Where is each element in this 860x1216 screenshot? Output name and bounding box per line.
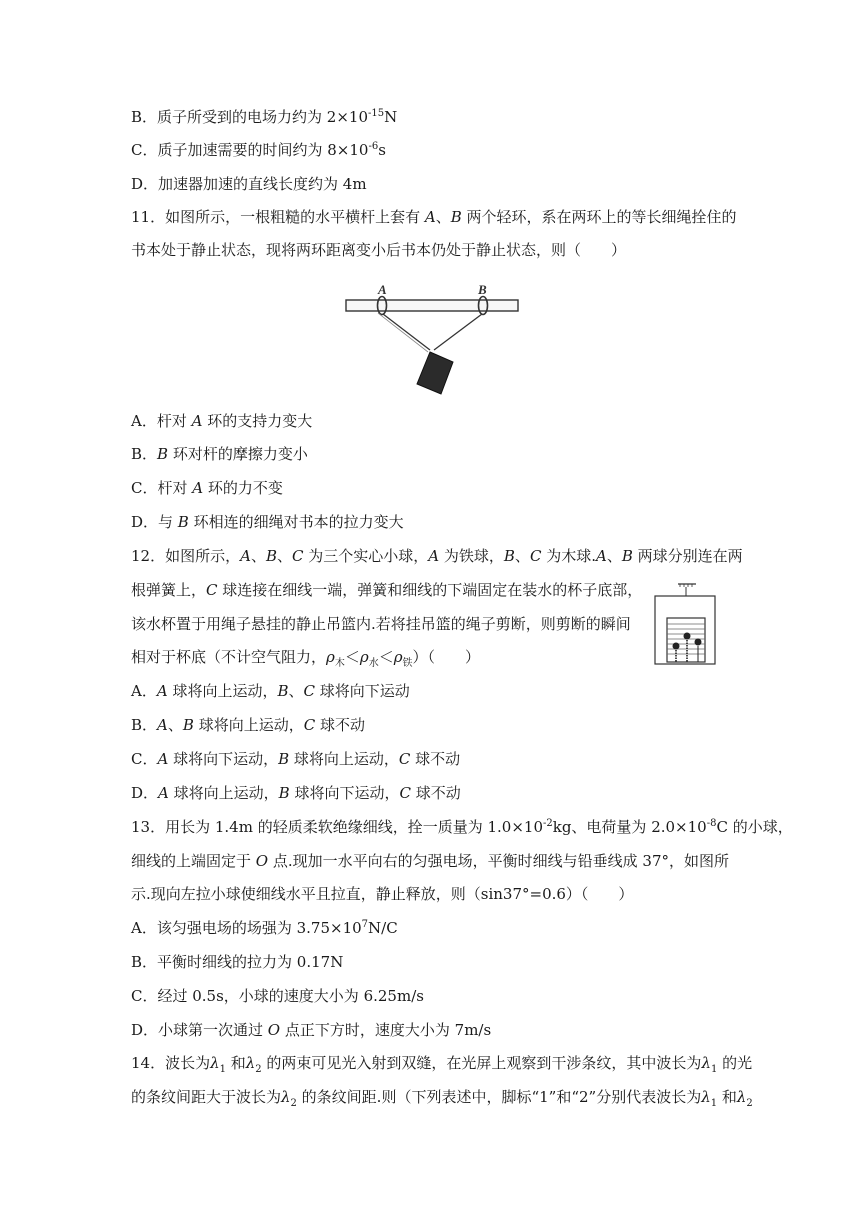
text-run: ＜ [378, 648, 394, 666]
book [417, 352, 453, 394]
subscript: 1 [219, 1064, 226, 1075]
italic-symbol: λ [701, 1054, 711, 1072]
text-line [131, 918, 734, 938]
italic-symbol: A [191, 412, 203, 430]
text-run: 该水杯置于用绳子悬挂的静止吊篮内.若将挂吊篮的绳子剪断，则剪断的瞬间 [131, 615, 631, 633]
text-run: C 的小球， [716, 818, 793, 836]
text-run: 球不动 [410, 784, 461, 802]
text-run: C．经过 0.5s，小球的速度大小为 6.25m/s [131, 987, 424, 1005]
italic-symbol: A [158, 784, 169, 802]
text-line [131, 614, 734, 634]
italic-symbol: A [240, 547, 251, 565]
italic-symbol: ρ [359, 648, 369, 666]
text-line [131, 411, 734, 431]
superscript: -15 [368, 108, 385, 119]
text-run: 球不动 [315, 716, 365, 734]
text-run: 点正下方时，速度大小为 7m/s [280, 1021, 492, 1039]
text-run: 和 [717, 1088, 737, 1106]
italic-symbol: λ [210, 1054, 220, 1072]
superscript: 7 [361, 919, 369, 930]
text-line [131, 749, 734, 769]
text-run: 点.现加一水平向右的匀强电场，平衡时细线与铅垂线成 37°，如图所 [268, 852, 729, 870]
subscript: 水 [368, 658, 379, 669]
text-run: 书本处于静止状态，现将两环距离变小后书本仍处于静止状态，则（ ） [131, 241, 627, 259]
italic-symbol: λ [281, 1088, 291, 1106]
string-b [434, 314, 482, 350]
text-run: 环的力不变 [203, 479, 283, 497]
italic-symbol: C [292, 547, 304, 565]
ball-b [684, 633, 691, 640]
text-run: 球将向上运动， [168, 784, 279, 802]
italic-symbol: A [157, 750, 169, 768]
text-run: 球不动 [410, 750, 461, 768]
text-run: C．杆对 [131, 479, 193, 497]
subscript: 2 [746, 1098, 753, 1109]
text-run: ＜ [344, 648, 360, 666]
text-run: 示.现向左拉小球使细线水平且拉直，静止释放，则（sin37°=0.6）（ ） [131, 885, 634, 903]
text-run: 的条纹间距.则（下列表述中，脚标“1”和“2”分别代表波长为 [296, 1088, 702, 1106]
superscript: -6 [368, 141, 379, 152]
text-run: 两球分别连在两 [632, 547, 743, 565]
text-run: 11．如图所示，一根粗糙的水平横杆上套有 [131, 208, 425, 226]
text-run: 球将向下运动 [315, 682, 410, 700]
italic-symbol: B [265, 547, 277, 565]
text-line [131, 783, 734, 803]
string-a [383, 314, 430, 350]
subscript: 铁 [402, 658, 413, 669]
italic-symbol: A [595, 547, 607, 565]
text-run: B． [131, 716, 158, 734]
italic-symbol: C [206, 581, 218, 599]
text-run: 的条纹间距大于波长为 [131, 1088, 282, 1106]
ring-a-label: A [378, 282, 387, 297]
text-run: A．杆对 [131, 412, 192, 430]
italic-symbol: A [424, 208, 436, 226]
text-run: 为铁球， [439, 547, 504, 565]
text-run: C． [131, 750, 158, 768]
italic-symbol: C [529, 547, 542, 565]
text-run: 的光 [717, 1054, 753, 1072]
text-run: B．平衡时细线的拉力为 0.17N [131, 953, 344, 971]
q12-figure [652, 582, 718, 666]
text-line [131, 986, 734, 1006]
text-line [131, 884, 734, 904]
italic-symbol: ρ [393, 648, 403, 666]
text-run: B． [131, 445, 158, 463]
text-run: D．与 [131, 513, 178, 531]
subscript: 1 [710, 1098, 718, 1109]
text-line [131, 817, 793, 837]
italic-symbol: C [303, 682, 315, 700]
text-run: 13．用长为 1.4m 的轻质柔软绝缘细线，拴一质量为 1.0×10 [131, 818, 543, 836]
text-run: 两个轻环，系在两环上的等长细绳拴住的 [461, 208, 737, 226]
text-run: 球将向上运动， [193, 716, 304, 734]
italic-symbol: B [450, 208, 462, 226]
text-run: kg、电荷量为 2.0×10 [552, 818, 707, 836]
italic-symbol: λ [701, 1088, 711, 1106]
text-line [131, 444, 734, 464]
italic-symbol: B [177, 513, 189, 531]
text-line [131, 851, 734, 871]
text-run: 、 [288, 682, 304, 700]
text-run: A． [131, 682, 157, 700]
text-line [131, 512, 734, 532]
text-line [131, 647, 734, 667]
text-run: 球将向上运动， [289, 750, 399, 768]
ball-c [695, 639, 702, 646]
italic-symbol: B [278, 784, 290, 802]
text-line [131, 207, 737, 227]
text-run: 的两束可见光入射到双缝，在光屏上观察到干涉条纹，其中波长为 [261, 1054, 702, 1072]
text-line [131, 1053, 753, 1075]
italic-symbol: A [156, 682, 168, 700]
text-run: 、 [250, 547, 266, 565]
italic-symbol: B [182, 716, 194, 734]
subscript: 木 [334, 658, 345, 669]
italic-symbol: λ [736, 1088, 747, 1106]
italic-symbol: A [192, 479, 204, 497]
italic-symbol: A [157, 716, 168, 734]
text-run: 根弹簧上， [131, 581, 207, 599]
superscript: -2 [542, 818, 553, 829]
text-line [131, 240, 734, 260]
string-a-shadow [378, 313, 428, 352]
text-line [131, 174, 734, 194]
italic-symbol: C [399, 784, 411, 802]
text-line [131, 952, 734, 972]
text-line [131, 681, 734, 701]
text-run: N/C [368, 919, 398, 937]
q11-figure [344, 282, 522, 398]
text-run: ）（ ） [412, 648, 481, 666]
text-line [131, 107, 734, 127]
text-run: 球将向下运动， [168, 750, 279, 768]
text-line [131, 1020, 734, 1040]
italic-symbol: λ [245, 1054, 256, 1072]
text-run: 、 [276, 547, 292, 565]
text-run: s [378, 141, 386, 159]
italic-symbol: A [428, 547, 440, 565]
text-run: 球将向上运动， [167, 682, 278, 700]
text-run: 为三个实心小球， [303, 547, 429, 565]
italic-symbol: O [255, 852, 269, 870]
text-run: A．该匀强电场的场强为 3.75×10 [131, 919, 362, 937]
text-run: D．加速器加速的直线长度约为 4m [131, 175, 367, 193]
text-run: 14．波长为 [131, 1054, 211, 1072]
text-run: 、 [606, 547, 622, 565]
superscript: -8 [706, 818, 717, 829]
text-run: 环相连的细绳对书本的拉力变大 [188, 513, 404, 531]
text-run: 环的支持力变大 [202, 412, 313, 430]
text-line [131, 140, 734, 160]
ring-b-label: B [478, 282, 487, 297]
text-run: 12．如图所示， [131, 547, 241, 565]
text-run: B．质子所受到的电场力约为 2×10 [131, 108, 368, 126]
text-run: 球连接在细线一端，弹簧和细线的下端固定在装水的杯子底部， [217, 581, 643, 599]
subscript: 1 [710, 1064, 718, 1075]
italic-symbol: B [278, 750, 290, 768]
italic-symbol: B [503, 547, 515, 565]
text-run: 相对于杯底（不计空气阻力， [131, 648, 327, 666]
text-run: 、 [167, 716, 183, 734]
ball-a [673, 643, 680, 650]
italic-symbol: ρ [326, 648, 335, 666]
text-line [131, 1087, 753, 1109]
text-run: N [384, 108, 398, 126]
subscript: 2 [255, 1064, 262, 1075]
text-run: 为木球. [541, 547, 596, 565]
italic-symbol: C [303, 716, 316, 734]
italic-symbol: O [267, 1021, 281, 1039]
text-run: 细线的上端固定于 [131, 852, 256, 870]
text-line [131, 478, 734, 498]
subscript: 2 [290, 1098, 297, 1109]
italic-symbol: B [157, 445, 169, 463]
text-run: 、 [435, 208, 451, 226]
text-run: D．小球第一次通过 [131, 1021, 268, 1039]
text-run: 和 [225, 1054, 246, 1072]
text-line [131, 580, 734, 600]
text-run: D． [131, 784, 159, 802]
text-line [131, 546, 743, 566]
text-run: 球将向下运动， [289, 784, 400, 802]
text-run: 环对杆的摩擦力变小 [168, 445, 308, 463]
horizontal-rod [346, 300, 518, 311]
italic-symbol: B [277, 682, 289, 700]
text-run: 、 [514, 547, 530, 565]
text-line [131, 715, 734, 735]
text-run: C．质子加速需要的时间约为 8×10 [131, 141, 369, 159]
italic-symbol: C [398, 750, 411, 768]
italic-symbol: B [621, 547, 633, 565]
